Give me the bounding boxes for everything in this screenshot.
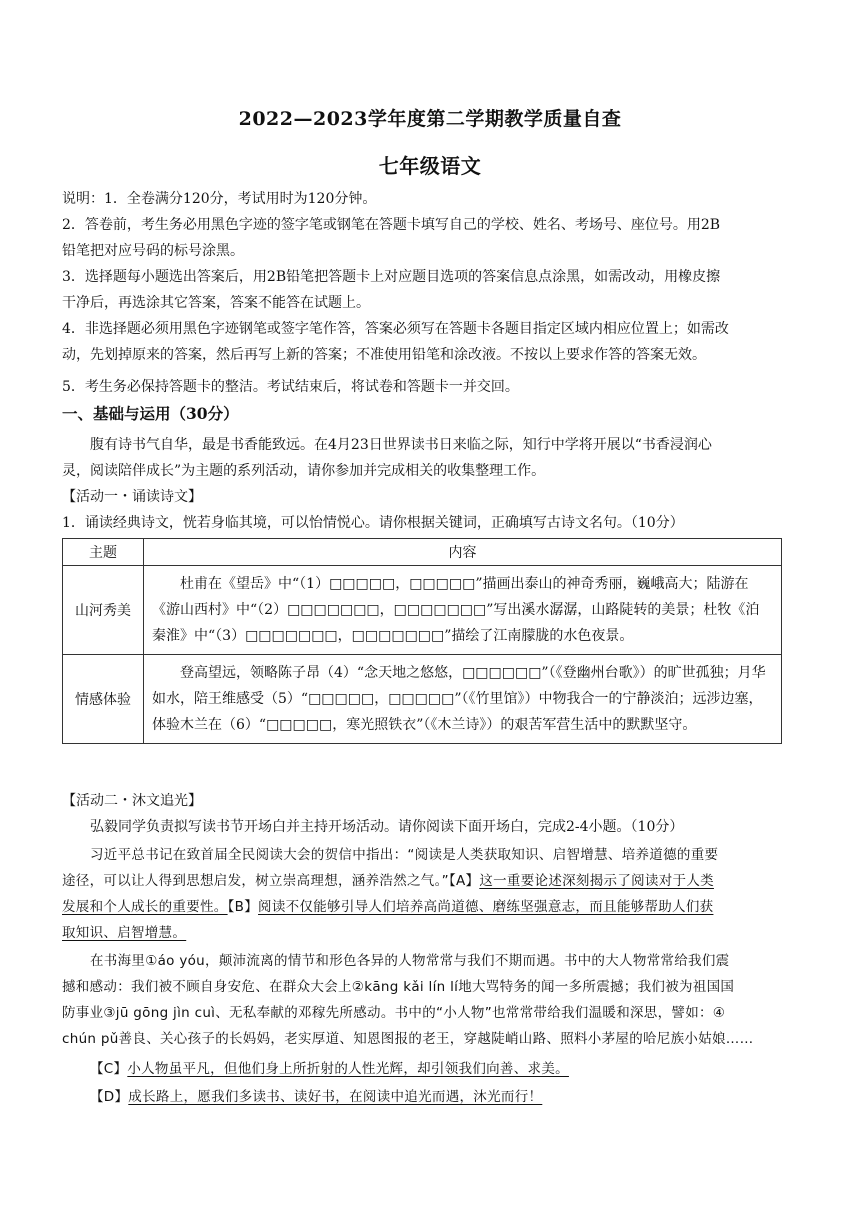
- passage-line: [62, 920, 802, 946]
- activity-one-label: 【活动一・诵读诗文】: [62, 489, 202, 505]
- passage-line: chún pǔ善良、关心孩子的长妈妈，老实厚道、知恩图报的老王，穿越陡峭山路、照料小茅屋的哈尼族小姑娘……: [62, 1031, 754, 1047]
- instruction-line: 说明：1．全卷满分120分，考试用时为120分钟。: [62, 191, 377, 207]
- passage-text: 途径，可以让人得到思想启发，树立崇高理想，涵养浩然之气。”【A】: [62, 873, 480, 889]
- underlined-sentence-d: 成长路上，愿我们多读书、读好书，在阅读中追光而遇，沐光而行！: [128, 1089, 543, 1105]
- passage-line: 在书海里①áo yóu，颠沛流离的情节和形色各异的人物常常与我们不期而遇。书中的大人物常常给我们震: [90, 953, 730, 969]
- instruction-line: 动，先划掉原来的答案，然后再写上新的答案；不准使用铅笔和涂改液。不按以上要求作答的答案无效。: [62, 347, 706, 363]
- underlined-sentence-a: 发展和个人成长的重要性。: [62, 899, 228, 915]
- table-header-topic: 主题: [63, 539, 144, 566]
- table-row: [63, 566, 782, 655]
- poem-table: [62, 538, 782, 744]
- table-header-content: 内容: [144, 539, 782, 566]
- marker-b: 【B】: [227, 899, 259, 915]
- instruction-line: 2．答卷前，考生务必用黑色字迹的签字笔或钢笔在答题卡填写自己的学校、姓名、考场号、座位号。用2B: [62, 217, 721, 233]
- underlined-sentence-b: 阅读不仅能够引导人们培养高尚道德、磨练坚强意志，而且能够帮助人们获: [258, 899, 714, 915]
- instruction-line: 4．非选择题必须用黑色字迹钢笔或签字笔作答，答案必须写在答题卡各题目指定区域内相应位置上；如需改: [62, 321, 729, 337]
- section-heading: 一、基础与运用（30分）: [62, 404, 239, 423]
- activity-two-label: 【活动二・沐文追光】: [62, 793, 202, 809]
- exam-subject: 七年级语文: [378, 154, 482, 178]
- passage-line: [62, 1056, 802, 1082]
- table-cell-content: 登高望远，领略陈子昂（4）“念天地之悠悠，□□□□□□”（《登幽州台歌》）的旷世孤独；月华如水，陪王维感受（5）“□□□□□，□□□□□”（《竹里馆》）中物我合一的宁静淡泊；远涉边塞，体验木兰在（6）“□□□□□，寒光照铁衣”（《木兰诗》）的艰苦军营生活中的默默坚守。: [144, 655, 782, 744]
- table-cell-content: 杜甫在《望岳》中“（1）□□□□□，□□□□□”描画出泰山的神奇秀丽，巍峨高大；陆游在《游山西村》中“（2）□□□□□□□，□□□□□□□”写出溪水潺潺，山路陡转的美景；杜牧《泊秦淮》中“（3）□□□□□□□，□□□□□□□”描绘了江南朦胧的水色夜景。: [144, 566, 782, 655]
- instruction-line: 干净后，再选涂其它答案，答案不能答在试题上。: [62, 295, 370, 311]
- table-header-row: [63, 539, 782, 566]
- instruction-line: 铅笔把对应号码的标号涂黑。: [62, 243, 244, 259]
- passage-line: 防事业③jū gōng jìn cuì、无私奉献的邓稼先所感动。书中的“小人物”也常常带给我们温暖和深思，譬如：④: [62, 1005, 726, 1021]
- intro-paragraph-line: 腹有诗书气自华，最是书香能致远。在4月23日世界读书日来临之际，知行中学将开展以“书香浸润心: [90, 437, 712, 453]
- table-cell-topic: 山河秀美: [63, 566, 144, 655]
- question-one: 1．诵读经典诗文，恍若身临其境，可以怡情悦心。请你根据关键词，正确填写古诗文名句。（10分）: [62, 515, 684, 531]
- passage-line: 撼和感动：我们被不顾自身安危、在群众大会上②kāng kǎi lín lí地大骂特务的闻一多所震撼；我们被为祖国国: [62, 979, 735, 995]
- marker-d: 【D】: [90, 1089, 129, 1105]
- table-row: [63, 655, 782, 744]
- passage-line: [62, 1084, 802, 1110]
- passage-line: [62, 868, 802, 894]
- intro-paragraph-line: 灵，阅读陪伴成长”为主题的系列活动，请你参加并完成相关的收集整理工作。: [62, 463, 546, 479]
- underlined-sentence-a: 这一重要论述深刻揭示了阅读对于人类: [479, 873, 714, 889]
- underlined-sentence-c: 小人物虽平凡，但他们身上所折射的人性光辉，却引领我们向善、求美。: [127, 1061, 569, 1077]
- table-cell-topic: 情感体验: [63, 655, 144, 744]
- marker-c: 【C】: [90, 1061, 128, 1077]
- exam-title: 2022—2023学年度第二学期教学质量自查: [238, 108, 622, 130]
- activity-two-task: 弘毅同学负责拟写读书节开场白并主持开场活动。请你阅读下面开场白，完成2-4小题。（10分）: [90, 819, 684, 835]
- instruction-line: 3．选择题每小题选出答案后，用2B铅笔把答题卡上对应题目选项的答案信息点涂黑，如需改动，用橡皮擦: [62, 269, 721, 285]
- underlined-sentence-b: 取知识、启智增慧。: [62, 925, 187, 941]
- passage-line: [62, 894, 802, 920]
- instruction-line: 5．考生务必保持答题卡的整洁。考试结束后，将试卷和答题卡一并交回。: [62, 379, 519, 395]
- passage-line: 习近平总书记在致首届全民阅读大会的贺信中指出：“阅读是人类获取知识、启智增慧、培养道德的重要: [90, 847, 719, 863]
